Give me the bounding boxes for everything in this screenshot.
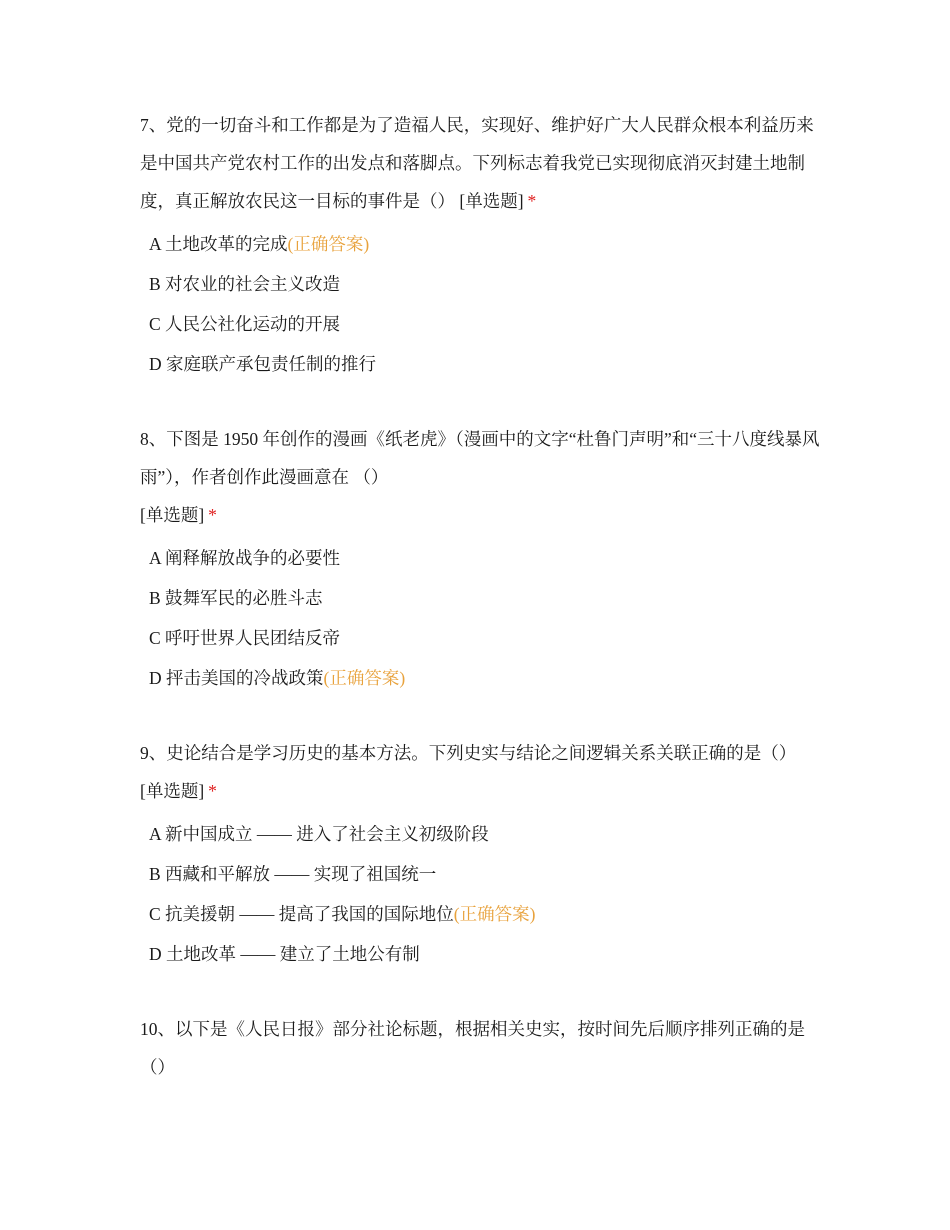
question-8-text <box>140 420 820 496</box>
question-7-options <box>140 224 820 384</box>
option-9b[interactable] <box>149 854 820 894</box>
option-label: B 鼓舞军民的必胜斗志 <box>149 588 323 608</box>
question-10-body: 以下是《人民日报》部分社论标题，根据相关史实，按时间先后顺序排列正确的是（） <box>140 1019 805 1077</box>
option-9c[interactable] <box>149 894 820 934</box>
correct-answer-tag: (正确答案) <box>453 904 536 924</box>
question-7-text <box>140 106 820 220</box>
option-label: A 阐释解放战争的必要性 <box>149 548 341 568</box>
question-7-type: [单选题] <box>459 191 524 211</box>
option-label: B 对农业的社会主义改造 <box>149 274 341 294</box>
option-7a[interactable] <box>149 224 820 264</box>
survey-page <box>140 106 820 1086</box>
option-label: C 抗美援朝 —— 提高了我国的国际地位 <box>149 904 454 924</box>
required-mark: * <box>208 781 217 801</box>
option-label: D 土地改革 —— 建立了土地公有制 <box>149 944 420 964</box>
option-9d[interactable] <box>149 934 820 974</box>
required-mark: * <box>208 505 217 525</box>
option-label: D 家庭联产承包责任制的推行 <box>149 354 377 374</box>
option-label: B 西藏和平解放 —— 实现了祖国统一 <box>149 864 437 884</box>
option-7d[interactable] <box>149 344 820 384</box>
option-label: D 抨击美国的冷战政策 <box>149 668 324 688</box>
option-7c[interactable] <box>149 304 820 344</box>
question-8-number: 8、 <box>140 429 167 449</box>
required-mark: * <box>527 191 537 211</box>
question-9-type: [单选题] <box>140 781 205 801</box>
option-label: C 呼吁世界人民团结反帝 <box>149 628 341 648</box>
option-8d[interactable] <box>149 658 820 698</box>
option-9a[interactable] <box>149 814 820 854</box>
question-7 <box>140 106 820 384</box>
question-7-body: 党的一切奋斗和工作都是为了造福人民，实现好、维护好广大人民群众根本利益历来是中国共产党农村工作的出发点和落脚点。下列标志着我党已实现彻底消灭封建土地制度，真正解放农民这一目标的事件是（） <box>140 115 814 211</box>
option-8c[interactable] <box>149 618 820 658</box>
option-8a[interactable] <box>149 538 820 578</box>
option-7b[interactable] <box>149 264 820 304</box>
question-7-number: 7、 <box>140 115 167 135</box>
question-9 <box>140 734 820 974</box>
question-9-number: 9、 <box>140 743 167 763</box>
question-10-number: 10、 <box>140 1019 175 1039</box>
question-8-body: 下图是 1950 年创作的漫画《纸老虎》（漫画中的文字“杜鲁门声明”和“三十八度线暴风雨”），作者创作此漫画意在 （） <box>140 429 820 487</box>
question-8 <box>140 420 820 698</box>
question-9-text <box>140 734 820 810</box>
question-8-type: [单选题] <box>140 505 205 525</box>
question-10-text <box>140 1010 820 1086</box>
option-8b[interactable] <box>149 578 820 618</box>
option-label: C 人民公社化运动的开展 <box>149 314 341 334</box>
correct-answer-tag: (正确答案) <box>287 234 370 254</box>
question-10 <box>140 1010 820 1086</box>
option-label: A 新中国成立 —— 进入了社会主义初级阶段 <box>149 824 489 844</box>
correct-answer-tag: (正确答案) <box>323 668 406 688</box>
question-8-type-line <box>140 496 820 534</box>
question-8-options <box>140 538 820 698</box>
option-label: A 土地改革的完成 <box>149 234 288 254</box>
question-9-body: 史论结合是学习历史的基本方法。下列史实与结论之间逻辑关系关联正确的是（） <box>166 743 797 763</box>
question-9-options <box>140 814 820 974</box>
